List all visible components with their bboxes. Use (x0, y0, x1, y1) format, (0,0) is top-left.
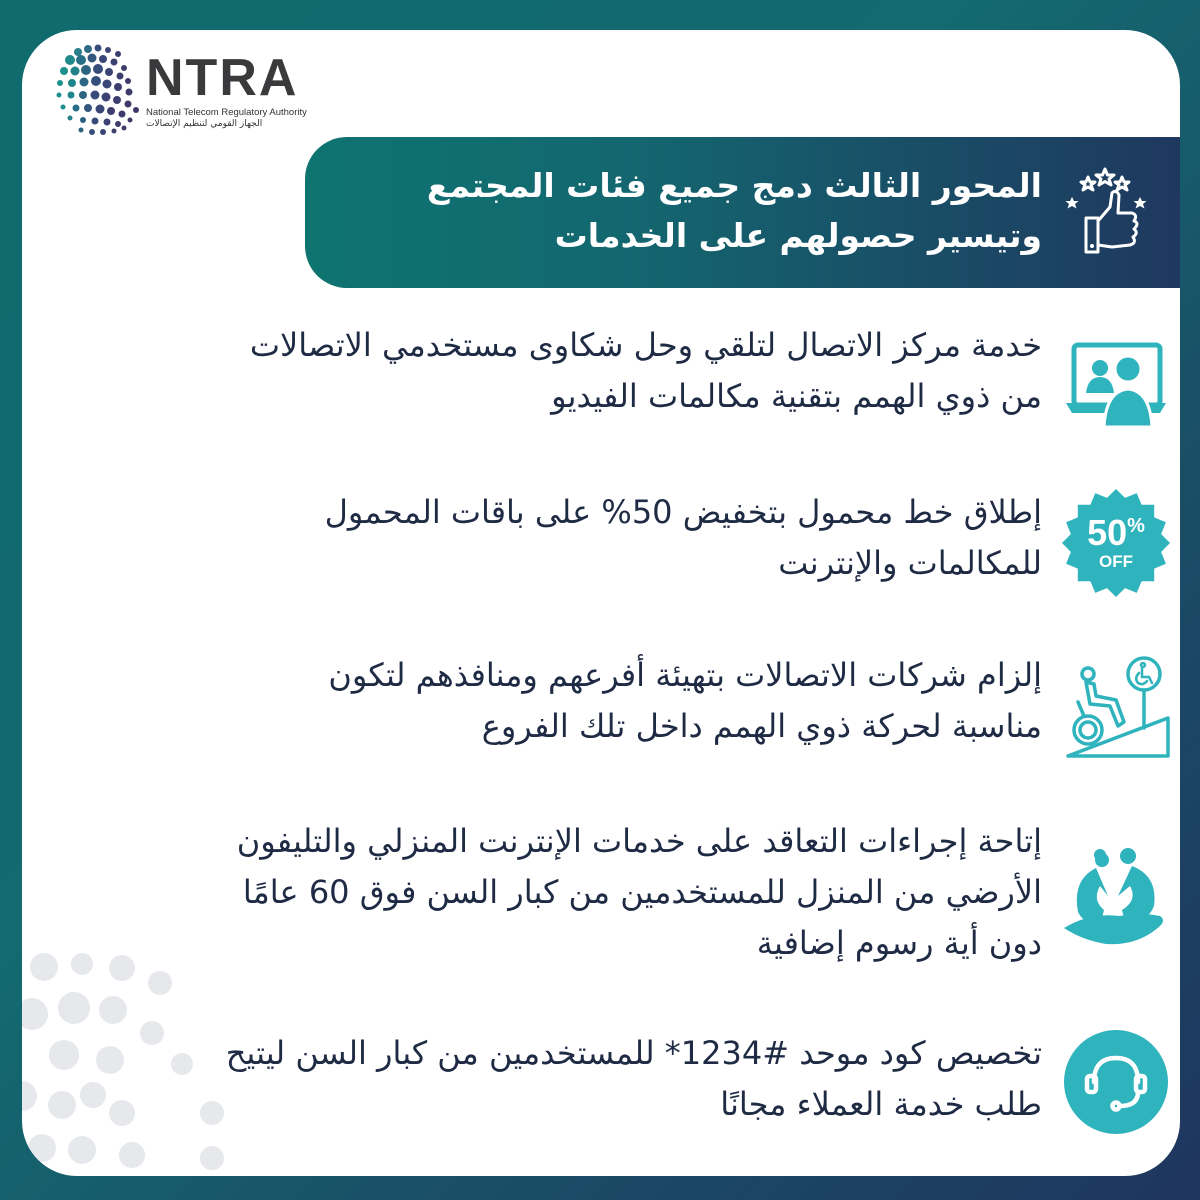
badge-percent: % (1127, 515, 1145, 537)
video-call-icon (1060, 325, 1172, 437)
item-text (82, 1028, 1042, 1130)
item-line: من ذوي الهمم بتقنية مكالمات الفيديو (551, 377, 1042, 415)
discount-badge-icon (1060, 487, 1172, 599)
elderly-care-hand-icon (1060, 840, 1172, 952)
thumbs-up-stars-icon (1060, 163, 1170, 263)
item-text (82, 816, 1042, 969)
item-line: مناسبة لحركة ذوي الهمم داخل تلك الفروع (481, 707, 1042, 745)
title-line-1: المحور الثالث دمج جميع فئات المجتمع (426, 166, 1042, 205)
page-title (342, 161, 1042, 261)
item-text (82, 650, 1042, 752)
title-line-2: وتيسير حصولهم على الخدمات (554, 216, 1042, 255)
item-line: إلزام شركات الاتصالات بتهيئة أفرعهم ومنافذهم لتكون (328, 656, 1042, 694)
item-line: الأرضي من المنزل للمستخدمين من كبار السن فوق 60 عامًا (242, 873, 1042, 911)
logo-arabic-name: الجهاز القومي لتنظيم الإتصالات (146, 119, 263, 129)
item-line: إطلاق خط محمول بتخفيض 50% على باقات المحمول (324, 493, 1042, 531)
wheelchair-ramp-icon (1060, 648, 1172, 760)
item-line: طلب خدمة العملاء مجانًا (720, 1085, 1042, 1123)
badge-label (1060, 512, 1172, 573)
ntra-logo (48, 38, 338, 138)
item-line: خدمة مركز الاتصال لتلقي وحل شكاوى مستخدمي الاتصالات (249, 326, 1042, 364)
logo-dots-icon (48, 38, 143, 138)
logo-wordmark: NTRA (146, 49, 299, 107)
header-banner (305, 137, 1180, 288)
badge-off: OFF (1099, 552, 1133, 571)
item-line: تخصيص كود موحد #1234* للمستخدمين من كبار السن ليتيح (225, 1034, 1042, 1072)
item-line: للمكالمات والإنترنت (778, 544, 1042, 582)
item-text (82, 320, 1042, 422)
item-line: إتاحة إجراءات التعاقد على خدمات الإنترنت المنزلي والتليفون (236, 822, 1042, 860)
headset-icon (1060, 1026, 1172, 1138)
content-card (22, 30, 1180, 1176)
badge-value: 50 (1087, 512, 1128, 553)
item-text (82, 487, 1042, 589)
item-line: دون أية رسوم إضافية (756, 924, 1042, 962)
logo-english-name: National Telecom Regulatory Authority (146, 107, 307, 118)
